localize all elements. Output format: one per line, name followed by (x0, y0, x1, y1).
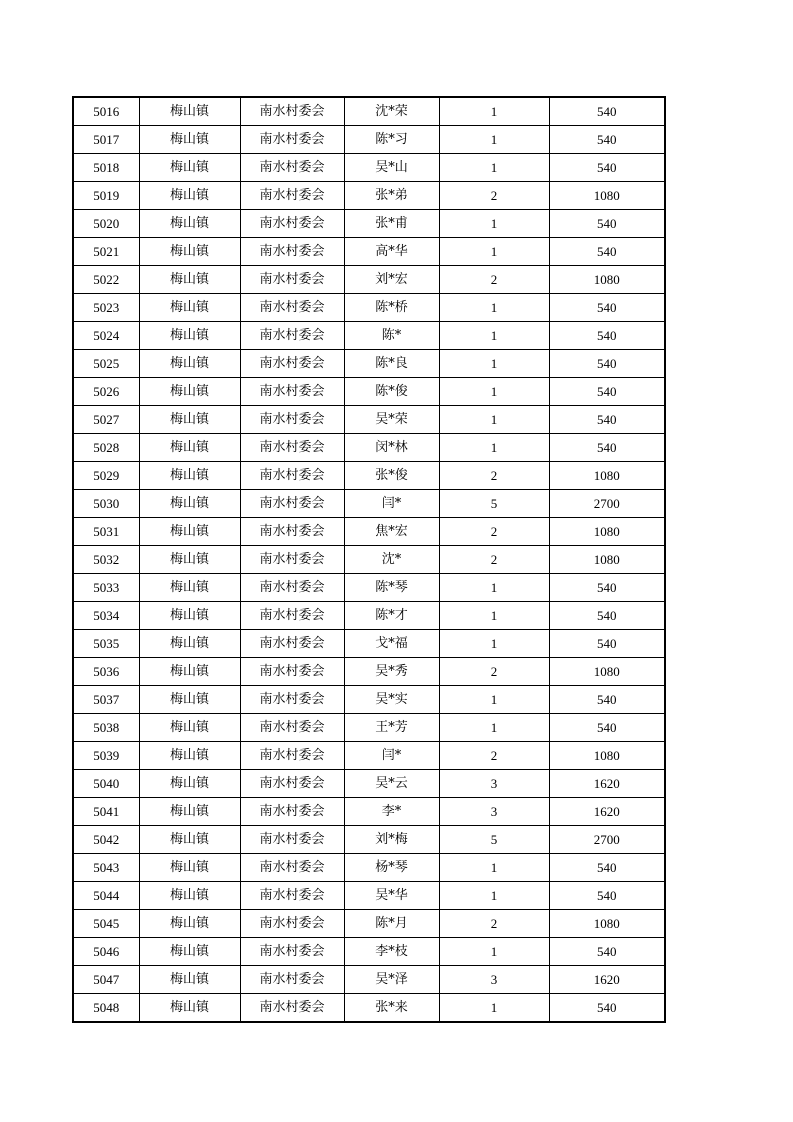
town-cell: 梅山镇 (139, 742, 240, 770)
count-cell: 1 (439, 126, 549, 154)
count-cell: 1 (439, 714, 549, 742)
count-cell: 2 (439, 462, 549, 490)
name-cell: 沈*荣 (344, 97, 439, 126)
table-row (73, 686, 665, 714)
table-row (73, 714, 665, 742)
village-committee-cell: 南水村委会 (240, 658, 344, 686)
data-table (72, 96, 666, 1023)
name-cell: 吴*华 (344, 882, 439, 910)
name-cell: 吴*秀 (344, 658, 439, 686)
table-row (73, 770, 665, 798)
village-committee-cell: 南水村委会 (240, 686, 344, 714)
count-cell: 2 (439, 658, 549, 686)
row-number-cell: 5023 (73, 294, 139, 322)
row-number-cell: 5047 (73, 966, 139, 994)
table-row (73, 378, 665, 406)
amount-cell: 540 (549, 434, 665, 462)
count-cell: 1 (439, 322, 549, 350)
count-cell: 1 (439, 994, 549, 1023)
name-cell: 吴*泽 (344, 966, 439, 994)
name-cell: 张*甫 (344, 210, 439, 238)
table-row (73, 742, 665, 770)
town-cell: 梅山镇 (139, 97, 240, 126)
table-row (73, 462, 665, 490)
town-cell: 梅山镇 (139, 574, 240, 602)
amount-cell: 1620 (549, 798, 665, 826)
row-number-cell: 5036 (73, 658, 139, 686)
name-cell: 刘*宏 (344, 266, 439, 294)
village-committee-cell: 南水村委会 (240, 910, 344, 938)
count-cell: 1 (439, 602, 549, 630)
town-cell: 梅山镇 (139, 686, 240, 714)
town-cell: 梅山镇 (139, 966, 240, 994)
town-cell: 梅山镇 (139, 406, 240, 434)
amount-cell: 540 (549, 714, 665, 742)
amount-cell: 540 (549, 126, 665, 154)
village-committee-cell: 南水村委会 (240, 490, 344, 518)
table-body (73, 97, 665, 1022)
amount-cell: 540 (549, 322, 665, 350)
table-row (73, 602, 665, 630)
amount-cell: 540 (549, 602, 665, 630)
table-row (73, 630, 665, 658)
table-row (73, 994, 665, 1023)
amount-cell: 540 (549, 294, 665, 322)
count-cell: 1 (439, 882, 549, 910)
town-cell: 梅山镇 (139, 462, 240, 490)
count-cell: 1 (439, 630, 549, 658)
count-cell: 3 (439, 966, 549, 994)
table-row (73, 938, 665, 966)
row-number-cell: 5026 (73, 378, 139, 406)
village-committee-cell: 南水村委会 (240, 378, 344, 406)
row-number-cell: 5044 (73, 882, 139, 910)
table-row (73, 434, 665, 462)
village-committee-cell: 南水村委会 (240, 210, 344, 238)
row-number-cell: 5017 (73, 126, 139, 154)
count-cell: 2 (439, 546, 549, 574)
table-row (73, 322, 665, 350)
village-committee-cell: 南水村委会 (240, 322, 344, 350)
amount-cell: 540 (549, 378, 665, 406)
count-cell: 3 (439, 770, 549, 798)
name-cell: 吴*荣 (344, 406, 439, 434)
town-cell: 梅山镇 (139, 798, 240, 826)
count-cell: 5 (439, 490, 549, 518)
amount-cell: 540 (549, 938, 665, 966)
name-cell: 陈*良 (344, 350, 439, 378)
row-number-cell: 5035 (73, 630, 139, 658)
amount-cell: 540 (549, 630, 665, 658)
amount-cell: 540 (549, 406, 665, 434)
village-committee-cell: 南水村委会 (240, 574, 344, 602)
village-committee-cell: 南水村委会 (240, 266, 344, 294)
row-number-cell: 5037 (73, 686, 139, 714)
row-number-cell: 5027 (73, 406, 139, 434)
amount-cell: 1080 (549, 518, 665, 546)
village-committee-cell: 南水村委会 (240, 798, 344, 826)
village-committee-cell: 南水村委会 (240, 854, 344, 882)
amount-cell: 1080 (549, 910, 665, 938)
count-cell: 1 (439, 938, 549, 966)
name-cell: 高*华 (344, 238, 439, 266)
table-row (73, 238, 665, 266)
name-cell: 杨*琴 (344, 854, 439, 882)
name-cell: 王*芳 (344, 714, 439, 742)
town-cell: 梅山镇 (139, 490, 240, 518)
town-cell: 梅山镇 (139, 210, 240, 238)
count-cell: 1 (439, 686, 549, 714)
count-cell: 1 (439, 238, 549, 266)
town-cell: 梅山镇 (139, 910, 240, 938)
town-cell: 梅山镇 (139, 266, 240, 294)
row-number-cell: 5022 (73, 266, 139, 294)
village-committee-cell: 南水村委会 (240, 546, 344, 574)
name-cell: 闵*林 (344, 434, 439, 462)
table-row (73, 490, 665, 518)
village-committee-cell: 南水村委会 (240, 406, 344, 434)
count-cell: 2 (439, 182, 549, 210)
village-committee-cell: 南水村委会 (240, 770, 344, 798)
count-cell: 1 (439, 350, 549, 378)
table-row (73, 154, 665, 182)
row-number-cell: 5020 (73, 210, 139, 238)
amount-cell: 540 (549, 350, 665, 378)
table-row (73, 518, 665, 546)
row-number-cell: 5048 (73, 994, 139, 1023)
name-cell: 陈*桥 (344, 294, 439, 322)
row-number-cell: 5016 (73, 97, 139, 126)
count-cell: 1 (439, 378, 549, 406)
name-cell: 陈*琴 (344, 574, 439, 602)
town-cell: 梅山镇 (139, 294, 240, 322)
amount-cell: 540 (549, 154, 665, 182)
row-number-cell: 5033 (73, 574, 139, 602)
count-cell: 1 (439, 294, 549, 322)
count-cell: 1 (439, 406, 549, 434)
count-cell: 5 (439, 826, 549, 854)
village-committee-cell: 南水村委会 (240, 462, 344, 490)
town-cell: 梅山镇 (139, 994, 240, 1023)
town-cell: 梅山镇 (139, 602, 240, 630)
row-number-cell: 5025 (73, 350, 139, 378)
count-cell: 1 (439, 574, 549, 602)
amount-cell: 1080 (549, 742, 665, 770)
amount-cell: 2700 (549, 826, 665, 854)
village-committee-cell: 南水村委会 (240, 97, 344, 126)
amount-cell: 540 (549, 210, 665, 238)
table-row (73, 798, 665, 826)
row-number-cell: 5039 (73, 742, 139, 770)
row-number-cell: 5019 (73, 182, 139, 210)
amount-cell: 540 (549, 574, 665, 602)
town-cell: 梅山镇 (139, 630, 240, 658)
amount-cell: 1080 (549, 658, 665, 686)
count-cell: 2 (439, 910, 549, 938)
table-row (73, 210, 665, 238)
row-number-cell: 5028 (73, 434, 139, 462)
name-cell: 刘*梅 (344, 826, 439, 854)
amount-cell: 2700 (549, 490, 665, 518)
village-committee-cell: 南水村委会 (240, 882, 344, 910)
town-cell: 梅山镇 (139, 350, 240, 378)
row-number-cell: 5041 (73, 798, 139, 826)
village-committee-cell: 南水村委会 (240, 742, 344, 770)
town-cell: 梅山镇 (139, 770, 240, 798)
town-cell: 梅山镇 (139, 238, 240, 266)
row-number-cell: 5042 (73, 826, 139, 854)
amount-cell: 540 (549, 882, 665, 910)
name-cell: 沈* (344, 546, 439, 574)
name-cell: 陈*俊 (344, 378, 439, 406)
name-cell: 焦*宏 (344, 518, 439, 546)
name-cell: 陈*习 (344, 126, 439, 154)
town-cell: 梅山镇 (139, 126, 240, 154)
town-cell: 梅山镇 (139, 322, 240, 350)
town-cell: 梅山镇 (139, 434, 240, 462)
town-cell: 梅山镇 (139, 546, 240, 574)
count-cell: 2 (439, 742, 549, 770)
row-number-cell: 5018 (73, 154, 139, 182)
table-row (73, 854, 665, 882)
town-cell: 梅山镇 (139, 518, 240, 546)
village-committee-cell: 南水村委会 (240, 154, 344, 182)
row-number-cell: 5031 (73, 518, 139, 546)
table-row (73, 966, 665, 994)
row-number-cell: 5034 (73, 602, 139, 630)
row-number-cell: 5046 (73, 938, 139, 966)
amount-cell: 1620 (549, 966, 665, 994)
amount-cell: 540 (549, 238, 665, 266)
town-cell: 梅山镇 (139, 154, 240, 182)
table-row (73, 882, 665, 910)
town-cell: 梅山镇 (139, 714, 240, 742)
table-row (73, 546, 665, 574)
count-cell: 1 (439, 210, 549, 238)
name-cell: 闫* (344, 490, 439, 518)
table-row (73, 658, 665, 686)
village-committee-cell: 南水村委会 (240, 126, 344, 154)
village-committee-cell: 南水村委会 (240, 518, 344, 546)
amount-cell: 1080 (549, 266, 665, 294)
amount-cell: 1080 (549, 546, 665, 574)
amount-cell: 1620 (549, 770, 665, 798)
town-cell: 梅山镇 (139, 378, 240, 406)
count-cell: 1 (439, 154, 549, 182)
town-cell: 梅山镇 (139, 882, 240, 910)
table-row (73, 126, 665, 154)
table-row (73, 294, 665, 322)
amount-cell: 1080 (549, 462, 665, 490)
table-row (73, 350, 665, 378)
row-number-cell: 5029 (73, 462, 139, 490)
amount-cell: 540 (549, 686, 665, 714)
name-cell: 李*枝 (344, 938, 439, 966)
village-committee-cell: 南水村委会 (240, 714, 344, 742)
row-number-cell: 5032 (73, 546, 139, 574)
table-row (73, 266, 665, 294)
village-committee-cell: 南水村委会 (240, 434, 344, 462)
amount-cell: 540 (549, 994, 665, 1023)
village-committee-cell: 南水村委会 (240, 182, 344, 210)
town-cell: 梅山镇 (139, 854, 240, 882)
name-cell: 吴*实 (344, 686, 439, 714)
table-row (73, 406, 665, 434)
amount-cell: 540 (549, 97, 665, 126)
town-cell: 梅山镇 (139, 182, 240, 210)
name-cell: 闫* (344, 742, 439, 770)
count-cell: 2 (439, 518, 549, 546)
count-cell: 1 (439, 97, 549, 126)
table-row (73, 574, 665, 602)
row-number-cell: 5038 (73, 714, 139, 742)
name-cell: 张*俊 (344, 462, 439, 490)
name-cell: 吴*云 (344, 770, 439, 798)
table-row (73, 97, 665, 126)
name-cell: 陈*月 (344, 910, 439, 938)
count-cell: 1 (439, 434, 549, 462)
village-committee-cell: 南水村委会 (240, 826, 344, 854)
name-cell: 张*弟 (344, 182, 439, 210)
row-number-cell: 5024 (73, 322, 139, 350)
row-number-cell: 5040 (73, 770, 139, 798)
table-row (73, 182, 665, 210)
row-number-cell: 5045 (73, 910, 139, 938)
amount-cell: 540 (549, 854, 665, 882)
name-cell: 陈* (344, 322, 439, 350)
count-cell: 3 (439, 798, 549, 826)
village-committee-cell: 南水村委会 (240, 350, 344, 378)
table-row (73, 910, 665, 938)
village-committee-cell: 南水村委会 (240, 238, 344, 266)
village-committee-cell: 南水村委会 (240, 294, 344, 322)
count-cell: 1 (439, 854, 549, 882)
village-committee-cell: 南水村委会 (240, 966, 344, 994)
name-cell: 张*来 (344, 994, 439, 1023)
name-cell: 陈*才 (344, 602, 439, 630)
village-committee-cell: 南水村委会 (240, 938, 344, 966)
town-cell: 梅山镇 (139, 938, 240, 966)
town-cell: 梅山镇 (139, 658, 240, 686)
name-cell: 吴*山 (344, 154, 439, 182)
count-cell: 2 (439, 266, 549, 294)
name-cell: 戈*福 (344, 630, 439, 658)
town-cell: 梅山镇 (139, 826, 240, 854)
table-row (73, 826, 665, 854)
name-cell: 李* (344, 798, 439, 826)
amount-cell: 1080 (549, 182, 665, 210)
village-committee-cell: 南水村委会 (240, 602, 344, 630)
row-number-cell: 5021 (73, 238, 139, 266)
village-committee-cell: 南水村委会 (240, 630, 344, 658)
row-number-cell: 5030 (73, 490, 139, 518)
row-number-cell: 5043 (73, 854, 139, 882)
village-committee-cell: 南水村委会 (240, 994, 344, 1023)
